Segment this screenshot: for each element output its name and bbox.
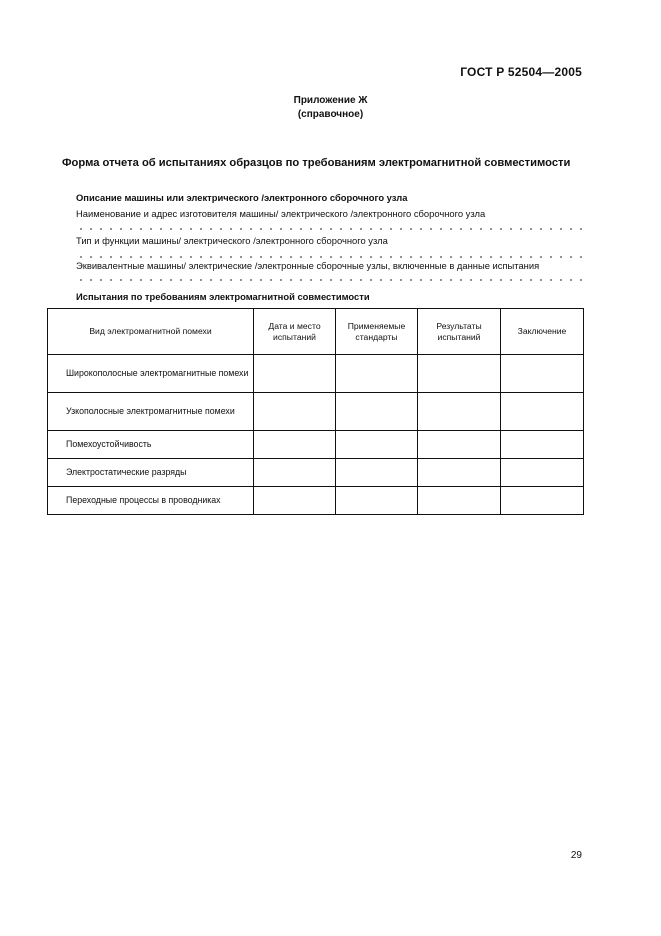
- disturbance-type-cell: [48, 459, 254, 487]
- empty-cell: [501, 487, 584, 515]
- empty-cell: [254, 459, 336, 487]
- empty-cell: [501, 431, 584, 459]
- fill-in-dotted-line: [76, 279, 586, 281]
- table-row: [48, 459, 584, 487]
- column-header: Применяемые стандарты: [336, 309, 418, 355]
- empty-cell: [418, 355, 501, 393]
- disturbance-type-label: Переходные процессы в проводниках: [66, 495, 221, 505]
- disturbance-type-cell: [48, 487, 254, 515]
- tests-heading: Испытания по требованиям электромагнитной совместимости: [76, 291, 370, 302]
- disturbance-type-cell: [48, 431, 254, 459]
- empty-cell: [336, 459, 418, 487]
- description-heading: Описание машины или электрического /электронного сборочного узла: [76, 192, 408, 203]
- disturbance-type-label: Узкополосные электромагнитные помехи: [66, 406, 235, 416]
- report-form-title: Форма отчета об испытаниях образцов по требованиям электромагнитной совместимости: [62, 157, 571, 169]
- empty-cell: [336, 393, 418, 431]
- empty-cell: [336, 431, 418, 459]
- empty-cell: [254, 393, 336, 431]
- empty-cell: [254, 487, 336, 515]
- type-function-line: Тип и функции машины/ электрического /электронного сборочного узла: [76, 235, 388, 246]
- empty-cell: [501, 393, 584, 431]
- document-standard-number: ГОСТ Р 52504—2005: [460, 65, 582, 79]
- fill-in-dotted-line: [76, 256, 586, 258]
- disturbance-type-cell: [48, 355, 254, 393]
- fill-in-dotted-line: [76, 228, 586, 230]
- empty-cell: [336, 355, 418, 393]
- column-header: Заключение: [501, 309, 584, 355]
- empty-cell: [336, 487, 418, 515]
- column-header: Результаты испытаний: [418, 309, 501, 355]
- table-row: [48, 393, 584, 431]
- annex-title: Приложение Ж: [293, 95, 368, 106]
- disturbance-type-label: Широкополосные электромагнитные помехи: [66, 368, 249, 378]
- column-header: Дата и место испытаний: [254, 309, 336, 355]
- disturbance-type-cell: [48, 393, 254, 431]
- empty-cell: [501, 459, 584, 487]
- equivalent-units-line: Эквивалентные машины/ электрические /электронные сборочные узлы, включенные в данные испытания: [76, 260, 540, 271]
- disturbance-type-label: Электростатические разряды: [66, 467, 187, 477]
- disturbance-type-label: Помехоустойчивость: [66, 439, 152, 449]
- empty-cell: [418, 431, 501, 459]
- empty-cell: [254, 355, 336, 393]
- annex-subtitle: (справочное): [297, 109, 364, 120]
- manufacturer-line: Наименование и адрес изготовителя машины/ электрического /электронного сборочного узла: [76, 208, 486, 219]
- empty-cell: [418, 393, 501, 431]
- table-header-row: [48, 309, 584, 355]
- emc-tests-table: [47, 308, 584, 515]
- table-row: [48, 355, 584, 393]
- empty-cell: [418, 459, 501, 487]
- column-header: Вид электромагнитной помехи: [48, 309, 254, 355]
- table-row: [48, 487, 584, 515]
- table-row: [48, 431, 584, 459]
- empty-cell: [418, 487, 501, 515]
- page-number: 29: [570, 850, 582, 861]
- empty-cell: [501, 355, 584, 393]
- empty-cell: [254, 431, 336, 459]
